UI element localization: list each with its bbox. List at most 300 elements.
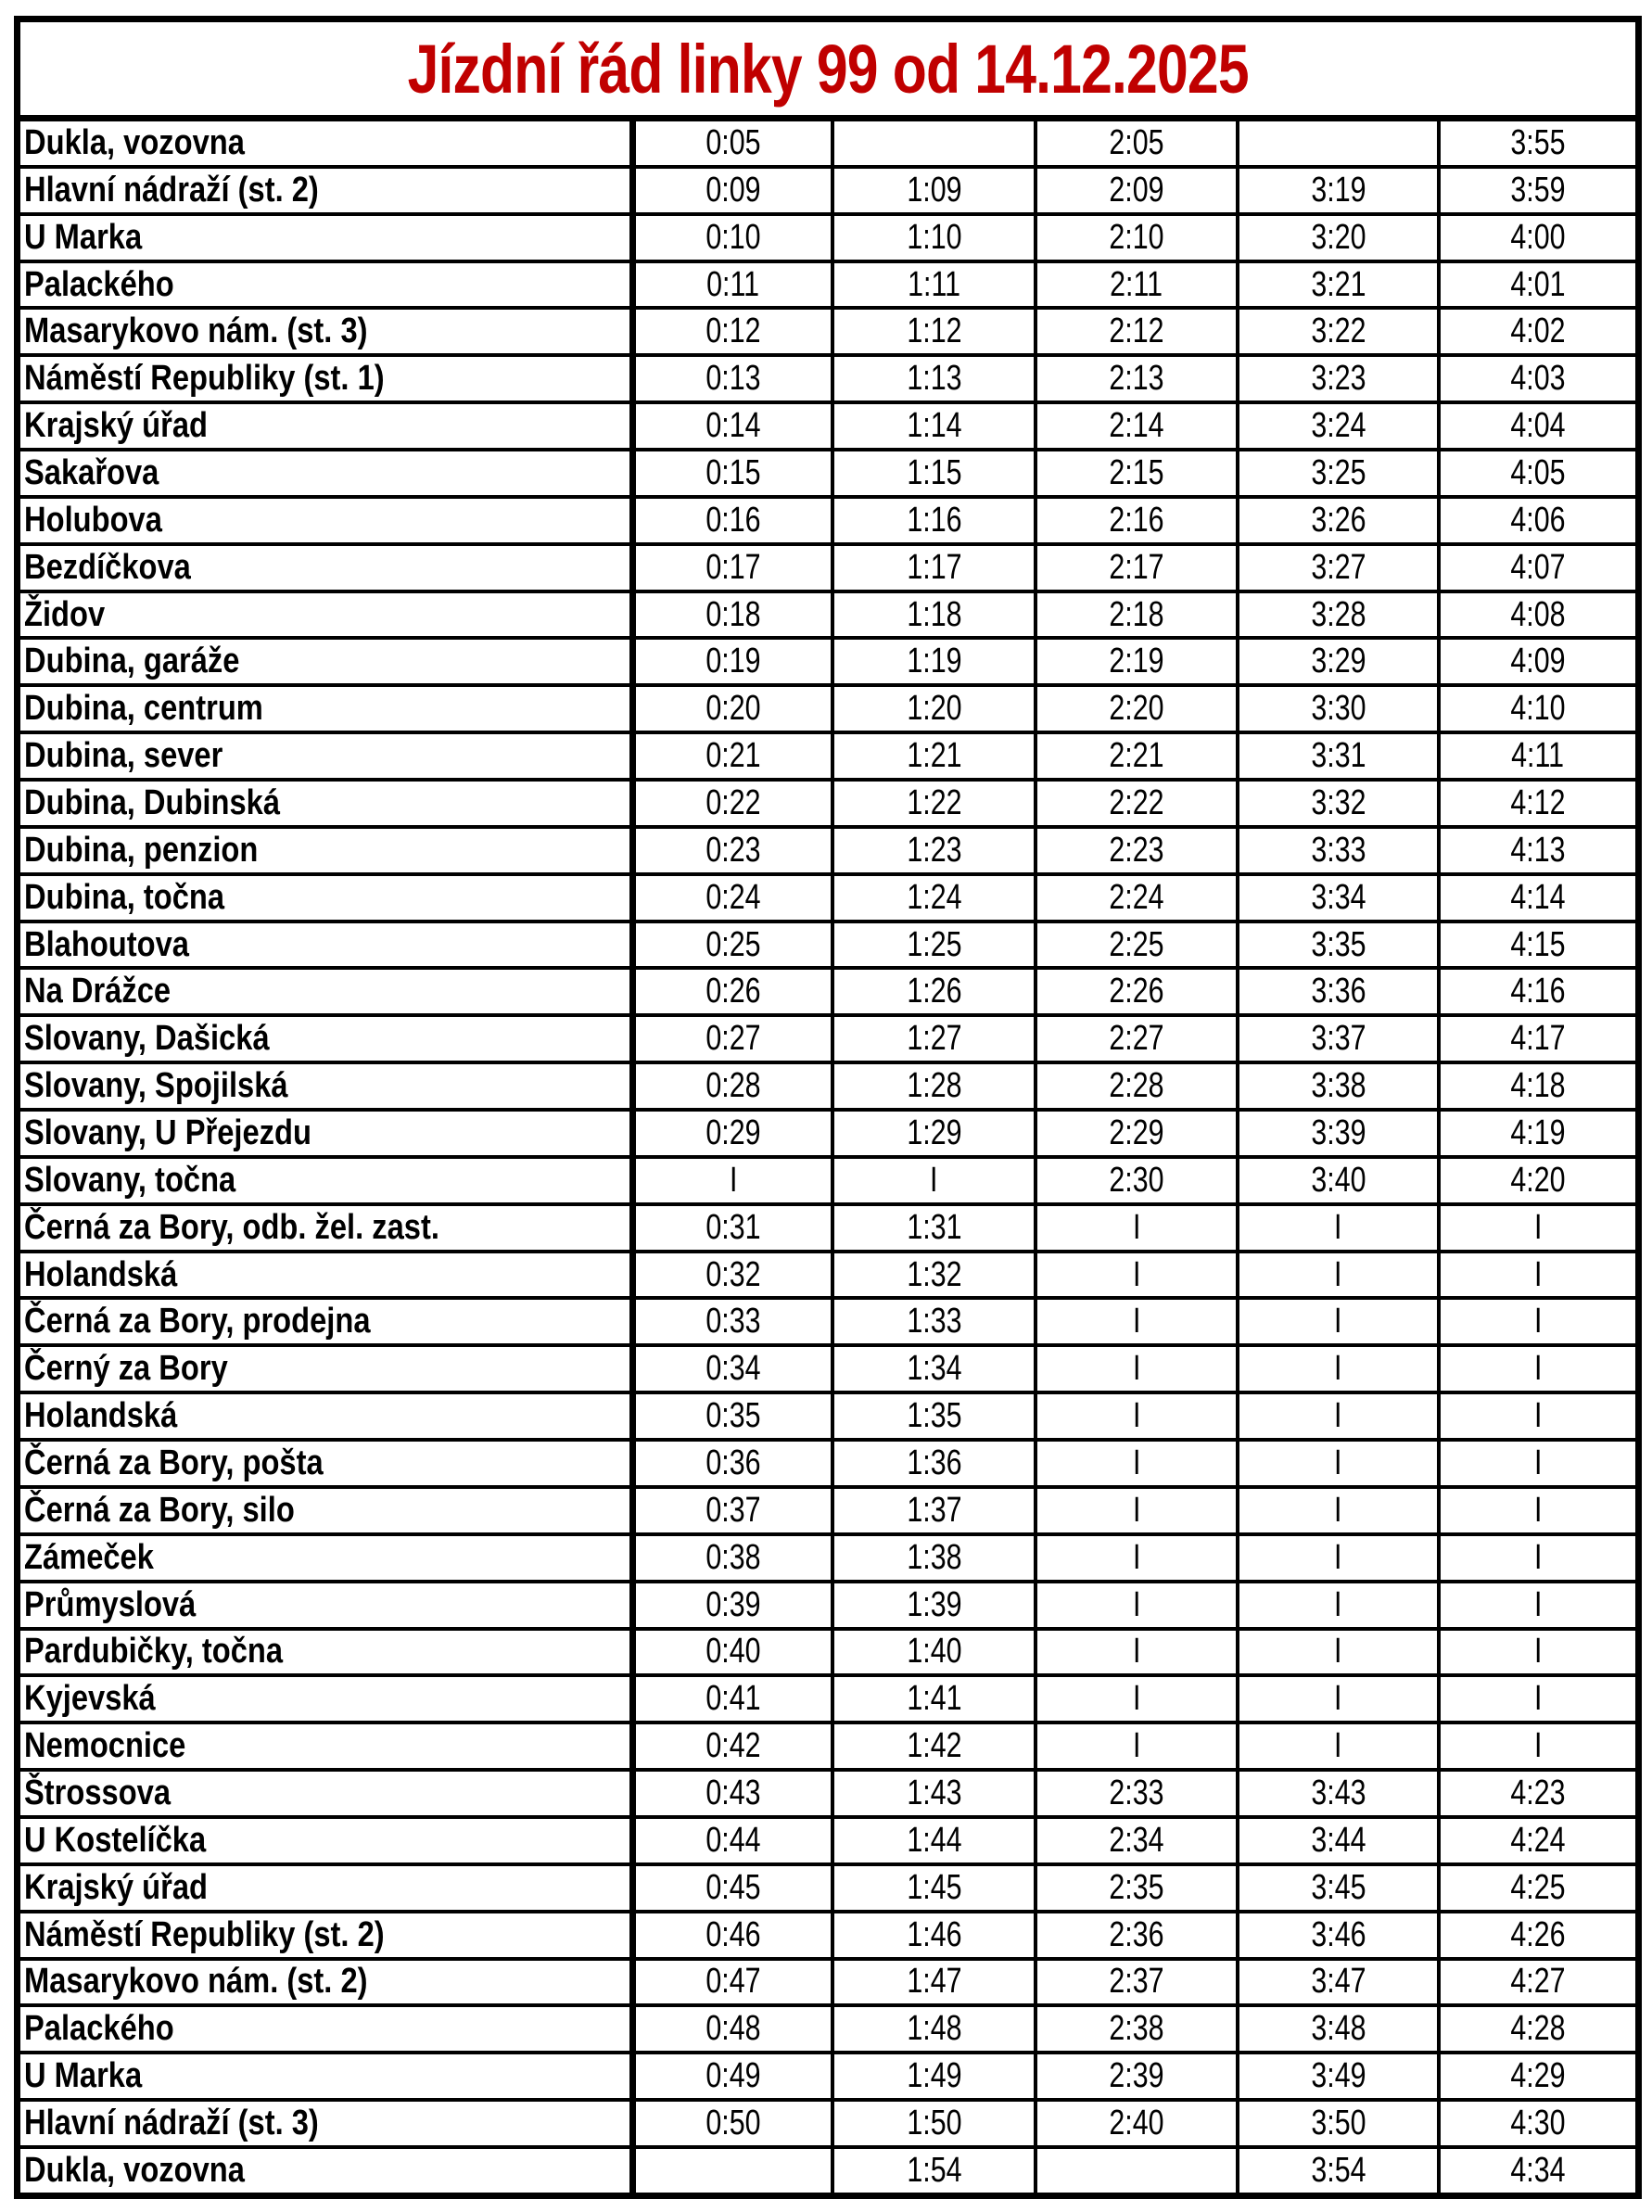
departure-time: 1:26 [906,972,962,1011]
departure-time-cell [1441,1347,1635,1391]
stop-name: Slovany, Dašická [24,1019,270,1059]
departure-time-cell [834,1394,1037,1438]
stop-name-cell [20,1159,636,1202]
departure-time: 0:37 [705,1490,761,1530]
departure-time: 1:40 [906,1632,962,1672]
departure-time: 3:36 [1310,972,1366,1011]
departure-time-cell [636,1913,834,1957]
table-row [20,1159,1635,1206]
departure-time: 3:20 [1310,217,1366,257]
departure-time-cell [1037,169,1239,212]
departure-time-cell [1239,593,1441,637]
departure-time: 2:38 [1109,2009,1164,2049]
departure-time-cell [636,876,834,920]
departure-time-cell [1037,1017,1239,1061]
departure-time-cell [834,1772,1037,1815]
departure-time: 1:54 [906,2150,962,2190]
departure-time-cell [834,1583,1037,1627]
departure-time-cell [834,121,1037,165]
table-row [20,1347,1635,1394]
stop-name: Náměstí Republiky (st. 2) [24,1914,385,1954]
stop-name: Krajský úřad [24,406,209,446]
stop-name-cell [20,1961,636,2004]
departure-time: 2:24 [1109,877,1164,917]
departure-time: 0:19 [705,642,761,681]
departure-time: 4:11 [1511,736,1565,776]
departure-time: 4:02 [1510,311,1566,351]
departure-time-cell [1037,1677,1239,1721]
departure-time-cell [1239,1442,1441,1485]
table-row [20,310,1635,357]
departure-time: 1:21 [906,736,962,776]
pass-through-marker: I [1334,1537,1342,1577]
departure-time: 1:46 [906,1914,962,1954]
departure-time: 2:30 [1109,1160,1164,1200]
departure-time: 1:36 [906,1443,962,1482]
departure-time: 3:33 [1310,830,1366,870]
stop-name: Dubina, točna [24,877,225,917]
timetable [14,16,1642,2199]
departure-time-cell [834,876,1037,920]
table-row [20,1064,1635,1112]
departure-time: 1:10 [906,217,962,257]
departure-time-cell [636,1159,834,1202]
departure-time-cell [1239,970,1441,1013]
departure-time-cell [1239,782,1441,825]
stop-name: Židov [24,594,106,634]
departure-time-cell [636,1017,834,1061]
stop-name-cell [20,876,636,920]
pass-through-marker: I [1132,1254,1141,1294]
departure-time: 0:45 [705,1867,761,1907]
departure-time: 2:37 [1109,1962,1164,2002]
departure-time-cell [834,310,1037,353]
departure-time: 1:41 [906,1679,962,1719]
departure-time: 0:24 [705,877,761,917]
table-row [20,829,1635,876]
departure-time-cell [1441,1677,1635,1721]
departure-time: 1:15 [906,452,962,492]
departure-time-cell [636,546,834,590]
departure-time-cell [1037,404,1239,448]
departure-time-cell [1037,640,1239,683]
stop-name-cell [20,404,636,448]
departure-time: 2:09 [1109,170,1164,210]
stop-name: Štrossova [24,1773,172,1812]
departure-time-cell [834,451,1037,495]
pass-through-marker: I [1132,1632,1141,1672]
departure-time-cell [1037,1913,1239,1957]
departure-time-cell [1037,1631,1239,1674]
table-row [20,499,1635,546]
departure-time-cell [1441,2149,1635,2193]
table-row [20,2007,1635,2054]
departure-time: 4:27 [1510,1962,1566,2002]
departure-time-cell [1239,1913,1441,1957]
departure-time: 2:17 [1109,547,1164,587]
departure-time: 0:26 [705,972,761,1011]
departure-time-cell [1037,2102,1239,2145]
departure-time-cell [636,1206,834,1250]
stop-name-cell [20,2054,636,2098]
departure-time: 1:11 [908,264,960,304]
stop-name: Blahoutova [24,924,189,964]
pass-through-marker: I [729,1160,738,1200]
departure-time-cell [834,829,1037,872]
departure-time-cell [834,593,1037,637]
departure-time-cell [636,216,834,260]
table-row [20,1300,1635,1347]
departure-time-cell [636,970,834,1013]
departure-time: 0:21 [705,736,761,776]
departure-time-cell [636,121,834,165]
table-row [20,1724,1635,1772]
table-row [20,1913,1635,1961]
departure-time: 2:33 [1109,1773,1164,1812]
departure-time-cell [636,451,834,495]
table-row [20,1442,1635,1489]
timetable-rows [20,121,1635,2193]
departure-time-cell [1239,640,1441,683]
stop-name: U Marka [24,217,143,257]
departure-time: 4:19 [1510,1112,1566,1152]
pass-through-marker: I [1334,1396,1342,1436]
departure-time: 1:17 [906,547,962,587]
stop-name-cell [20,640,636,683]
departure-time-cell [1239,923,1441,967]
pass-through-marker: I [1132,1443,1141,1482]
departure-time: 4:14 [1510,877,1566,917]
pass-through-marker: I [1533,1302,1543,1341]
departure-time-cell [1037,216,1239,260]
pass-through-marker: I [1334,1584,1342,1624]
departure-time-cell [834,734,1037,778]
stop-name: U Marka [24,2056,143,2096]
table-row [20,593,1635,641]
stop-name: Dukla, vozovna [24,2150,245,2190]
departure-time: 1:24 [906,877,962,917]
departure-time: 0:46 [705,1914,761,1954]
departure-time: 0:09 [705,170,761,210]
departure-time: 1:32 [906,1254,962,1294]
departure-time-cell [1441,2102,1635,2145]
departure-time: 3:38 [1310,1066,1366,1106]
table-row [20,923,1635,971]
departure-time-cell [636,1866,834,1910]
stop-name-cell [20,1253,636,1297]
departure-time-cell [1441,1394,1635,1438]
stop-name-cell [20,169,636,212]
departure-time: 1:28 [906,1066,962,1106]
departure-time: 3:26 [1310,500,1366,540]
departure-time: 0:10 [705,217,761,257]
stop-name: Kyjevská [24,1679,156,1719]
stop-name-cell [20,970,636,1013]
departure-time: 2:39 [1109,2056,1164,2096]
departure-time: 2:18 [1109,594,1164,634]
departure-time: 4:03 [1510,359,1566,399]
departure-time: 3:59 [1510,170,1566,210]
departure-time: 1:45 [906,1867,962,1907]
departure-time-cell [636,734,834,778]
departure-time-cell [1239,357,1441,400]
stop-name-cell [20,121,636,165]
departure-time-cell [1239,499,1441,542]
departure-time-cell [1037,1819,1239,1862]
pass-through-marker: I [1132,1349,1141,1389]
departure-time-cell [1239,1300,1441,1343]
pass-through-marker: I [1533,1396,1543,1436]
stop-name: Nemocnice [24,1726,186,1766]
departure-time-cell [834,2102,1037,2145]
departure-time-cell [1037,687,1239,731]
departure-time-cell [834,1489,1037,1532]
departure-time-cell [636,2054,834,2098]
pass-through-marker: I [1132,1396,1141,1436]
departure-time-cell [1441,1536,1635,1580]
departure-time: 0:41 [705,1679,761,1719]
departure-time-cell [1037,876,1239,920]
stop-name: Dubina, centrum [24,689,263,729]
departure-time-cell [1037,499,1239,542]
departure-time-cell [1037,1347,1239,1391]
departure-time-cell [1239,121,1441,165]
departure-time-cell [1441,1866,1635,1910]
departure-time-cell [636,593,834,637]
pass-through-marker: I [1132,1679,1141,1719]
departure-time-cell [1037,734,1239,778]
stop-name: Černá za Bory, silo [24,1490,295,1530]
departure-time-cell [636,1583,834,1627]
stop-name-cell [20,1631,636,1674]
departure-time-cell [1037,451,1239,495]
departure-time: 4:18 [1510,1066,1566,1106]
departure-time-cell [1037,1772,1239,1815]
departure-time-cell [1239,1724,1441,1768]
departure-time: 0:43 [705,1773,761,1812]
departure-time: 3:35 [1310,924,1366,964]
departure-time: 2:28 [1109,1066,1164,1106]
departure-time-cell [1239,1583,1441,1627]
departure-time: 1:27 [906,1019,962,1059]
stop-name: Dukla, vozovna [24,122,245,162]
table-row [20,1253,1635,1301]
departure-time: 3:45 [1310,1867,1366,1907]
departure-time-cell [834,1253,1037,1297]
departure-time-cell [636,263,834,307]
stop-name-cell [20,2007,636,2051]
departure-time-cell [834,1442,1037,1485]
stop-name: Palackého [24,2009,174,2049]
departure-time-cell [1441,970,1635,1013]
departure-time: 4:30 [1510,2104,1566,2143]
departure-time-cell [1239,1536,1441,1580]
stop-name-cell [20,1772,636,1815]
departure-time: 2:16 [1109,500,1164,540]
departure-time-cell [1037,1724,1239,1768]
departure-time: 4:17 [1510,1019,1566,1059]
departure-time-cell [1037,357,1239,400]
departure-time-cell [1239,546,1441,590]
departure-time: 2:10 [1109,217,1164,257]
departure-time: 4:06 [1510,500,1566,540]
departure-time-cell [1037,2149,1239,2193]
departure-time-cell [1239,2007,1441,2051]
departure-time-cell [1239,451,1441,495]
departure-time-cell [1239,404,1441,448]
departure-time: 0:20 [705,689,761,729]
stop-name: Sakařova [24,452,159,492]
departure-time-cell [1441,640,1635,683]
departure-time-cell [636,1347,834,1391]
departure-time: 3:28 [1310,594,1366,634]
stop-name: Masarykovo nám. (st. 2) [24,1962,368,2002]
departure-time: 1:09 [906,170,962,210]
departure-time-cell [1239,1347,1441,1391]
departure-time-cell [1441,546,1635,590]
pass-through-marker: I [1533,1207,1543,1247]
pass-through-marker: I [1334,1443,1342,1482]
departure-time: 2:14 [1109,406,1164,446]
departure-time-cell [636,404,834,448]
departure-time: 0:22 [705,782,761,822]
stop-name-cell [20,829,636,872]
departure-time: 0:47 [705,1962,761,2002]
pass-through-marker: I [1334,1207,1342,1247]
departure-time-cell [1441,216,1635,260]
departure-time-cell [1239,1064,1441,1108]
departure-time-cell [636,923,834,967]
departure-time-cell [1037,1442,1239,1485]
departure-time-cell [636,1724,834,1768]
title-row [20,22,1635,121]
departure-time-cell [834,169,1037,212]
pass-through-marker: I [1132,1726,1141,1766]
pass-through-marker: I [1533,1490,1543,1530]
table-row [20,1489,1635,1536]
pass-through-marker: I [1533,1632,1543,1672]
departure-time-cell [1037,923,1239,967]
departure-time: 4:28 [1510,2009,1566,2049]
table-row [20,2102,1635,2149]
table-row [20,404,1635,451]
pass-through-marker: I [1132,1537,1141,1577]
departure-time-cell [1239,687,1441,731]
departure-time: 0:49 [705,2056,761,2096]
departure-time-cell [636,1677,834,1721]
departure-time-cell [834,1112,1037,1155]
table-row [20,1583,1635,1631]
departure-time: 0:38 [705,1537,761,1577]
pass-through-marker: I [1334,1254,1342,1294]
departure-time-cell [1441,169,1635,212]
page-title: Jízdní řád linky 99 od 14.12.2025 [407,30,1249,108]
departure-time: 1:18 [906,594,962,634]
departure-time: 0:13 [705,359,761,399]
departure-time-cell [636,1819,834,1862]
departure-time-cell [1037,1253,1239,1297]
departure-time: 2:22 [1109,782,1164,822]
stop-name-cell [20,546,636,590]
departure-time-cell [834,216,1037,260]
pass-through-marker: I [1533,1584,1543,1624]
table-row [20,1017,1635,1064]
table-row [20,546,1635,593]
stop-name-cell [20,310,636,353]
departure-time-cell [1037,1159,1239,1202]
departure-time: 0:48 [705,2009,761,2049]
departure-time-cell [1441,876,1635,920]
departure-time-cell [1037,1489,1239,1532]
stop-name: Slovany, U Přejezdu [24,1112,311,1152]
table-row [20,970,1635,1017]
departure-time-cell [1239,1772,1441,1815]
departure-time: 2:11 [1110,264,1163,304]
departure-time-cell [1239,829,1441,872]
departure-time: 2:19 [1109,642,1164,681]
departure-time-cell [1239,216,1441,260]
departure-time-cell [1037,1300,1239,1343]
table-row [20,1819,1635,1866]
departure-time: 2:13 [1109,359,1164,399]
departure-time-cell [636,2007,834,2051]
departure-time-cell [1037,1536,1239,1580]
departure-time-cell [636,1442,834,1485]
departure-time: 2:40 [1109,2104,1164,2143]
departure-time: 1:16 [906,500,962,540]
pass-through-marker: I [1334,1349,1342,1389]
departure-time: 4:10 [1510,689,1566,729]
departure-time-cell [1441,1631,1635,1674]
departure-time-cell [1037,546,1239,590]
pass-through-marker: I [1533,1726,1543,1766]
departure-time: 2:27 [1109,1019,1164,1059]
departure-time-cell [1037,1394,1239,1438]
departure-time: 4:34 [1510,2150,1566,2190]
table-row [20,734,1635,782]
table-row [20,357,1635,404]
stop-name-cell [20,216,636,260]
departure-time-cell [1441,829,1635,872]
departure-time-cell [636,2149,834,2193]
departure-time-cell [834,1300,1037,1343]
stop-name-cell [20,263,636,307]
stop-name-cell [20,357,636,400]
departure-time-cell [1239,1159,1441,1202]
table-row [20,1206,1635,1253]
stop-name: Masarykovo nám. (st. 3) [24,311,368,351]
pass-through-marker: I [1533,1349,1543,1389]
departure-time-cell [1239,2149,1441,2193]
departure-time-cell [636,1536,834,1580]
departure-time-cell [1441,923,1635,967]
departure-time-cell [1239,1631,1441,1674]
departure-time-cell [1239,1253,1441,1297]
departure-time: 1:39 [906,1584,962,1624]
departure-time: 1:13 [906,359,962,399]
pass-through-marker: I [1334,1302,1342,1341]
departure-time-cell [834,970,1037,1013]
departure-time-cell [1239,1017,1441,1061]
departure-time-cell [834,1724,1037,1768]
departure-time-cell [1037,1064,1239,1108]
pass-through-marker: I [1132,1302,1141,1341]
departure-time-cell [1037,1961,1239,2004]
departure-time: 4:13 [1510,830,1566,870]
departure-time-cell [636,499,834,542]
stop-name: Palackého [24,264,174,304]
departure-time: 0:25 [705,924,761,964]
